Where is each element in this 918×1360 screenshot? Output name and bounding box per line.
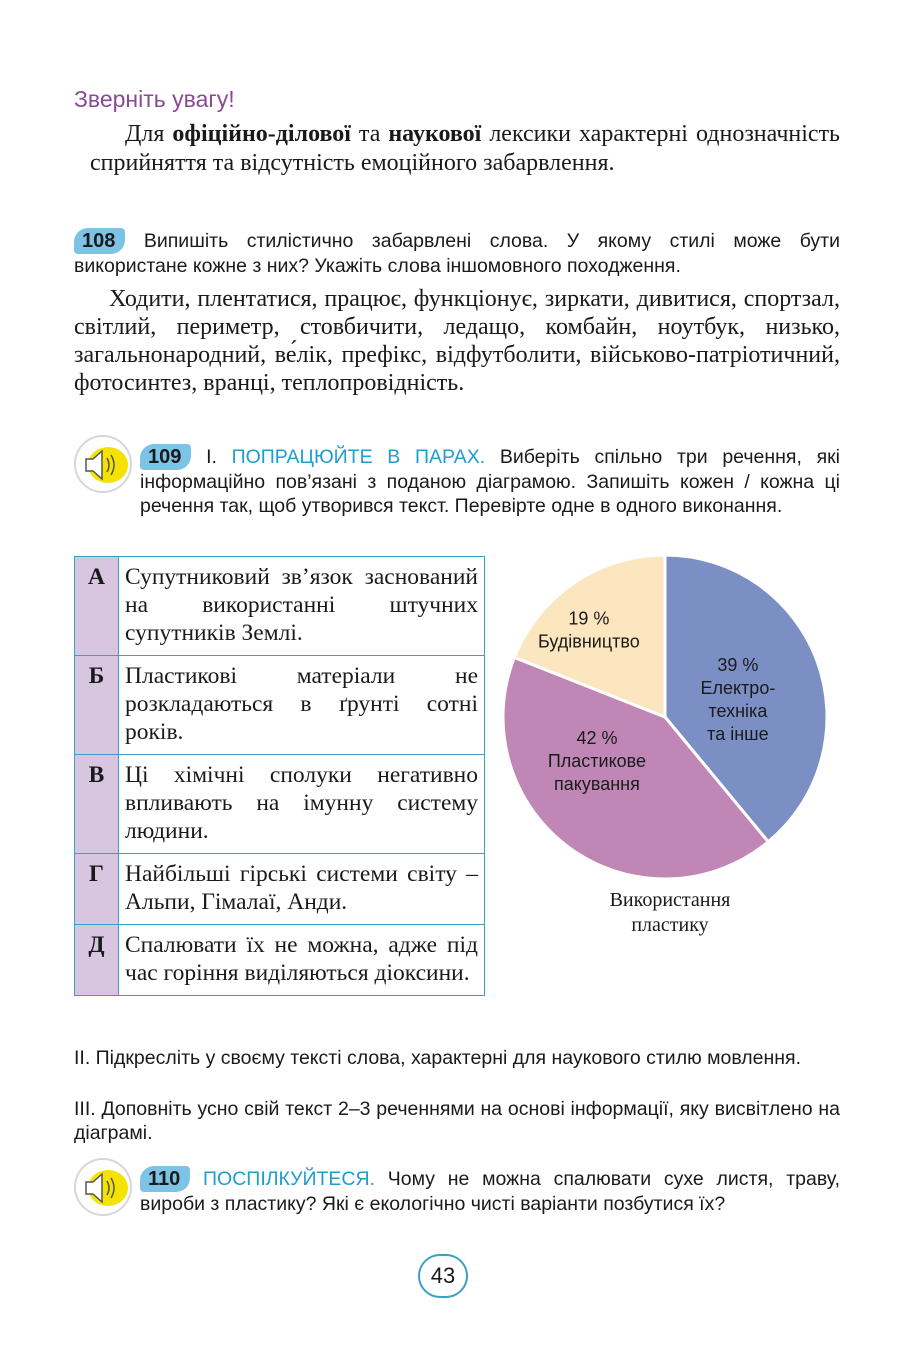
pie-value-label: 19 % <box>568 608 610 629</box>
row-sentence: Ці хімічні сполуки негативно впливають на імунну систему людини. <box>119 755 485 854</box>
sentences-table <box>74 556 485 996</box>
attention-bold-2: наукової <box>388 121 482 147</box>
task-110-number: 110 <box>140 1166 190 1192</box>
attention-heading: Зверніть увагу! <box>74 86 235 112</box>
table-row <box>75 755 485 854</box>
pie-value-label: 42 % <box>576 728 618 749</box>
pie-category-label: пакування <box>554 774 640 795</box>
speaker-icon[interactable] <box>74 1158 132 1216</box>
row-sentence: Спалювати їх не можна, адже під час горіння виділяються діоксини. <box>119 925 485 996</box>
task-108-instruction <box>74 228 840 278</box>
row-letter: Д <box>75 925 119 996</box>
attention-bold-1: офіційно-ділової <box>172 121 351 147</box>
table-row <box>75 925 485 996</box>
task-109-prefix: І. <box>206 446 232 468</box>
task-110-text: Чому не можна спалювати сухе листя, траву, вироби з пластику? Які є екологічно чисті варіанти позбутися їх? <box>140 1168 840 1215</box>
row-letter: Г <box>75 854 119 925</box>
attention-text-3: лексики характерні однозначність сприйняття та відсутність емоційного забарвлення. <box>90 121 841 176</box>
task-110-highlight: ПОСПІЛКУЙТЕСЯ. <box>203 1168 376 1190</box>
row-sentence: Пластикові матеріали не розкладаються в ґрунті сотні років. <box>119 656 485 755</box>
pie-category-label: Пластикове <box>547 751 647 772</box>
row-letter: Б <box>75 656 119 755</box>
task-109-text: Виберіть спільно три речення, які інформаційно пов’язані з поданою діаграмою. Запишіть кожен / кожна ці речення так, щоб утворився текст. Перевірте одне в одного виконання. <box>140 446 840 517</box>
attention-text-1: Для <box>125 121 173 147</box>
pie-value-label: 39 % <box>717 655 759 676</box>
table-row <box>75 656 485 755</box>
pie-category-label: Електро- <box>700 678 776 699</box>
task-109-part-3: ІІІ. Доповніть усно свій текст 2–3 реченнями на основі інформації, яку висвітлено на діаграмі. <box>74 1098 840 1144</box>
task-108-text: Випишіть стилістично забарвлені слова. У якому стилі може бути використане кожне з них? Укажіть слова іншомовного походження. <box>74 230 841 277</box>
task-109-number: 109 <box>140 444 191 470</box>
task-109-highlight: ПОПРАЦЮЙТЕ В ПАРАХ. <box>231 446 486 468</box>
chart-caption: Використання пластику <box>609 889 731 936</box>
row-sentence: Найбільші гірські системи світу – Альпи, Гімалаї, Анди. <box>119 854 485 925</box>
pie-category-label: техніка <box>708 701 768 722</box>
plastic-usage-pie-chart <box>495 555 835 880</box>
task-110-instruction <box>140 1166 840 1216</box>
task-109-instruction <box>140 444 840 518</box>
attention-paragraph <box>90 120 840 178</box>
task-108-words-text: Ходити, плентатися, працює, функціонує, зиркати, дивитися, спортзал, світлий, периметр, стовбичити, ледащо, комбайн, ноутбук, низько, загальнонародний, ве́лік, префікс, відфутболити, військово-патріотичний, фотосинтез, вранці, теплопровідність. <box>74 286 840 396</box>
speaker-icon[interactable] <box>74 435 132 493</box>
table-row <box>75 557 485 656</box>
row-letter: А <box>75 557 119 656</box>
pie-category-label: Будівництво <box>537 631 640 652</box>
attention-text-2: та <box>350 121 389 147</box>
table-row <box>75 854 485 925</box>
row-letter: В <box>75 755 119 854</box>
task-109-part-2: ІІ. Підкресліть у своєму тексті слова, характерні для наукового стилю мовлення. <box>74 1047 802 1069</box>
pie-category-label: та інше <box>707 724 769 745</box>
row-sentence: Супутниковий зв’язок заснований на використанні штучних супутників Землі. <box>119 557 485 656</box>
task-108-number: 108 <box>74 228 125 254</box>
page-number: 43 <box>418 1254 468 1298</box>
task-108-words <box>74 285 840 397</box>
